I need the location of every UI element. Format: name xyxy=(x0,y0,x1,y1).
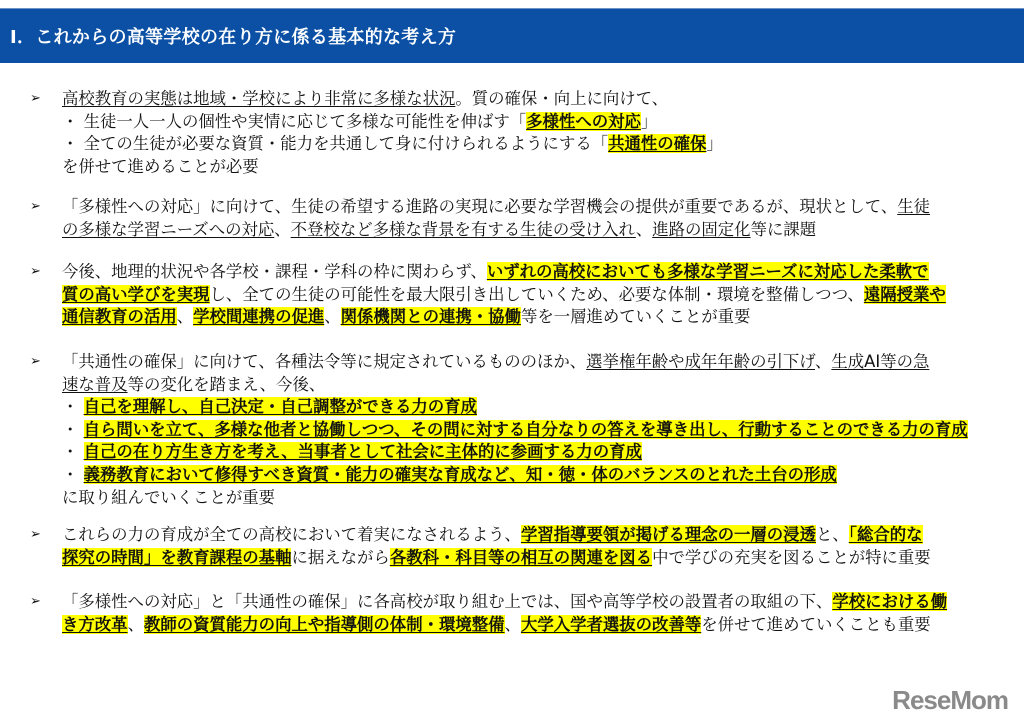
bullet-paragraph xyxy=(30,351,968,509)
highlighted-text: いずれの高校においても多様な学習ニーズに対応した柔軟で xyxy=(486,262,929,281)
text-segment: に取り組んでいくことが重要 xyxy=(62,487,276,507)
text-line xyxy=(62,88,723,111)
highlighted-text: 各教科・科目等の相互の関連を図る xyxy=(389,547,653,567)
highlighted-text: 大学入学者選抜の改善等 xyxy=(520,614,702,634)
underlined-text: 生成AI等の急 xyxy=(831,352,930,371)
text-line xyxy=(62,547,931,570)
text-segment: 等に課題 xyxy=(750,219,817,239)
section-header-bar xyxy=(0,8,1024,63)
bullet-paragraph xyxy=(30,88,723,178)
resemom-logo: ReseMom xyxy=(892,685,1008,715)
highlighted-text: 関係機関との連携・協働 xyxy=(340,307,521,327)
text-line xyxy=(62,284,946,307)
arrow-bullet-icon: ➢ xyxy=(30,91,41,106)
text-line xyxy=(62,156,723,179)
underlined-text: の多様な学習ニーズへの対応 xyxy=(62,219,275,239)
text-segment: ・ xyxy=(62,397,84,417)
arrow-bullet-icon: ➢ xyxy=(30,199,41,214)
text-line xyxy=(62,306,946,329)
text-line xyxy=(62,487,968,510)
highlighted-text: 遠隔授業や xyxy=(863,284,946,304)
underlined-text: 進路の固定化 xyxy=(652,219,751,239)
text-segment: 等を一層進めていくことが重要 xyxy=(520,307,751,327)
text-segment: 、 xyxy=(635,219,653,239)
highlighted-text: 質の高い学びを実現 xyxy=(62,284,210,304)
text-segment: 。質の確保・向上に向けて、 xyxy=(455,89,669,108)
text-segment: ・ xyxy=(62,442,84,462)
bullet-paragraph xyxy=(30,261,946,329)
text-line xyxy=(62,464,968,487)
text-line xyxy=(62,441,968,464)
highlighted-text: 共通性の確保 xyxy=(608,134,707,154)
text-segment: 「多様性への対応」と「共通性の確保」に各高校が取り組む上では、国や高等学校の設置者の取組の下、 xyxy=(62,592,833,611)
text-line xyxy=(62,614,947,637)
highlighted-text: 義務教育において修得すべき資質・能力の確実な育成など、知・徳・体のバランスのとれた土台の形成 xyxy=(83,464,837,484)
arrow-bullet-icon: ➢ xyxy=(30,354,41,369)
text-line xyxy=(62,196,930,219)
text-line xyxy=(62,133,723,156)
arrow-bullet-icon: ➢ xyxy=(30,594,41,609)
underlined-text: 速な普及 xyxy=(62,374,128,394)
text-line xyxy=(62,419,968,442)
underlined-text: 生徒 xyxy=(897,197,931,216)
bullet-paragraph xyxy=(30,524,931,569)
highlighted-text: 「総合的な xyxy=(848,525,923,544)
text-segment: に据えながら xyxy=(291,547,390,567)
highlighted-text: 教師の資質能力の向上や指導側の体制・環境整備 xyxy=(143,614,505,634)
text-segment: し、全ての生徒の可能性を最大限引き出していくため、必要な体制・環境を整備しつつ、 xyxy=(209,284,864,304)
text-segment: 、 xyxy=(324,307,341,327)
text-segment: 、 xyxy=(814,352,832,371)
text-segment: 、 xyxy=(504,614,521,634)
highlighted-text: 通信教育の活用 xyxy=(62,307,177,327)
underlined-text: 不登校など多様な背景を有する生徒の受け入れ xyxy=(290,219,636,239)
text-segment: を併せて進めることが必要 xyxy=(62,156,259,176)
text-line xyxy=(62,219,930,242)
bullet-paragraph xyxy=(30,591,947,636)
underlined-text: 高校教育の実態は地域・学校により非常に多様な状況 xyxy=(62,89,456,108)
text-line xyxy=(62,261,946,284)
highlighted-text: き方改革 xyxy=(62,614,128,634)
arrow-bullet-icon: ➢ xyxy=(30,527,41,542)
text-segment: 、 xyxy=(274,219,291,239)
text-line xyxy=(62,396,968,419)
text-segment: ・ xyxy=(62,419,84,439)
text-segment: 、 xyxy=(127,614,144,634)
text-line xyxy=(62,524,931,547)
bullet-paragraph xyxy=(30,196,930,241)
text-segment: を併せて進めていくことも重要 xyxy=(701,614,931,634)
text-segment: ・ xyxy=(62,464,84,484)
text-segment: ・ 全ての生徒が必要な資質・能力を共通して身に付けられるようにする「 xyxy=(62,134,609,154)
text-segment: 今後、地理的状況や各学校・課程・学科の枠に関わらず、 xyxy=(62,262,487,281)
highlighted-text: 多様性への対応 xyxy=(526,111,641,131)
arrow-bullet-icon: ➢ xyxy=(30,264,41,279)
text-segment: 、 xyxy=(176,307,194,327)
highlighted-text: 自己の在り方生き方を考え、当事者として社会に主体的に参画する力の育成 xyxy=(83,442,642,462)
highlighted-text: 学校における働 xyxy=(832,592,948,611)
text-segment: 「共通性の確保」に向けて、各種法令等に規定されているもののほか、 xyxy=(62,352,587,371)
text-segment: 中で学びの充実を図ることが特に重要 xyxy=(652,547,931,567)
highlighted-text: 自ら問いを立て、多様な他者と協働しつつ、その問に対する自分なりの答えを導き出し、行動することのできる力の育成 xyxy=(83,419,968,439)
text-segment: 」 xyxy=(706,134,723,154)
text-line xyxy=(62,351,968,374)
text-segment: 等の変化を踏まえ、今後、 xyxy=(127,374,326,394)
highlighted-text: 探究の時間」を教育課程の基軸 xyxy=(62,547,292,567)
text-line xyxy=(62,374,968,397)
highlighted-text: 学習指導要領が掲げる理念の一層の浸透 xyxy=(520,525,816,544)
text-segment: 「多様性への対応」に向けて、生徒の希望する進路の実現に必要な学習機会の提供が重要であるが、現状として、 xyxy=(62,197,898,216)
underlined-text: 選挙権年齢や成年年齢の引下げ xyxy=(586,352,815,371)
text-line xyxy=(62,111,723,134)
text-segment: 」 xyxy=(640,111,658,131)
text-segment: と、 xyxy=(815,525,849,544)
highlighted-text: 自己を理解し、自己決定・自己調整ができる力の育成 xyxy=(83,397,477,417)
text-segment: ・ 生徒一人一人の個性や実情に応じて多様な可能性を伸ばす「 xyxy=(62,111,527,131)
text-line xyxy=(62,591,947,614)
section-title: Ⅰ．これからの高等学校の在り方に係る基本的な考え方 xyxy=(10,27,457,48)
text-segment: これらの力の育成が全ての高校において着実になされるよう、 xyxy=(62,525,521,544)
highlighted-text: 学校間連携の促進 xyxy=(193,307,325,327)
